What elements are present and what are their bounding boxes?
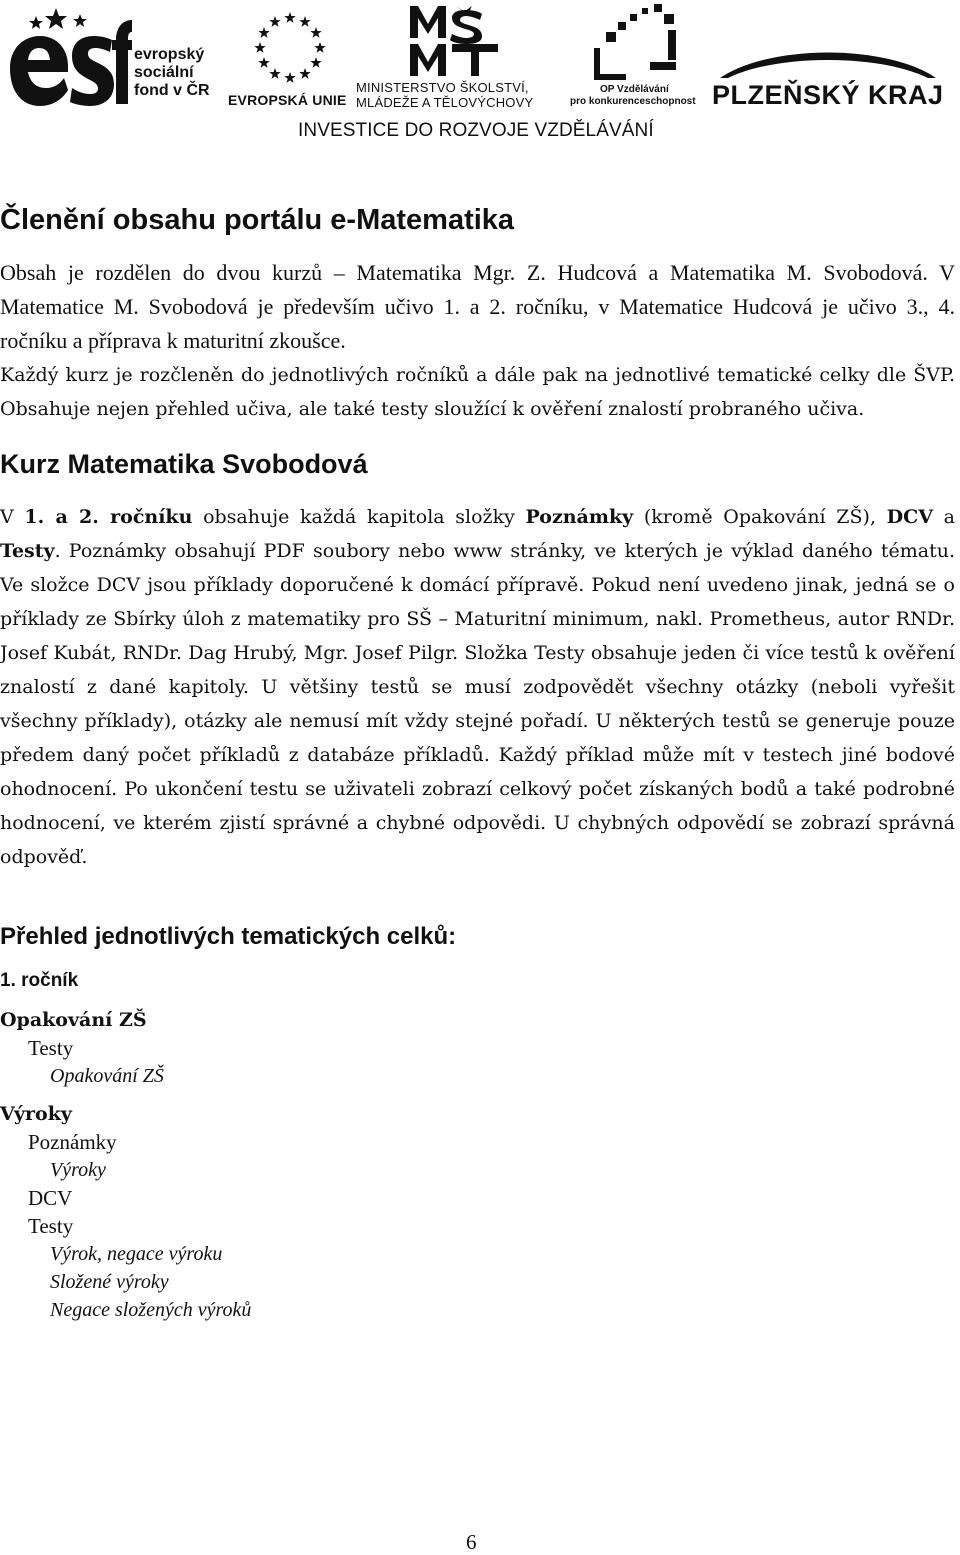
folder-item[interactable]: Poznámky [28,1130,117,1154]
section-heading-kurz: Kurz Matematika Svobodová [0,449,368,479]
topic-title: Opakování ZŠ [0,1009,147,1031]
logo-header [0,0,960,150]
document-body [0,198,960,1324]
eu-star-icon [258,57,269,68]
kurz-text-4: . Poznámky obsahují PDF soubory nebo www stránky, ve kterých je výklad daného tématu. Ve složce DCV jsou příklady doporučené k domácí přípravě. Pokud není uvedeno jinak, jedná se o příklady ze Sbírky úloh z matematiky pro SŠ – Maturitní minimum, nakl. Prometheus, autor RNDr. Josef Kubát, RNDr. Dag Hrubý, Mgr. Josef Pilgr. Složka Testy obsahuje jeden či více testů k ověření znalostí z dané kapitoly. U většiny testů se musí zodpovědět všechny otázky (neboli vyřešit všechny příklady), otázky ale nemusí mít vždy stejné pořadí. U některých testů se generuje pouze předem daný počet příkladů z databáze příkladů. Každý příklad může mít v testech jiné bodové ohodnocení. Po ukončení testu se uživateli zobrazí celkový počet získaných bodů a také podrobné hodnocení, ve kterém zjistí správné a chybné odpovědi. U chybných odpovědí se zobrazí správná odpověď. [0,540,955,868]
test-item[interactable]: Složené výroky [50,1271,169,1293]
eu-star-icon [284,72,295,83]
grade-heading: 1. ročník [0,970,79,991]
folder-item[interactable]: DCV [28,1186,73,1210]
section-heading-prehled: Přehled jednotlivých tematických celků: [0,923,457,950]
eu-star-icon [314,42,325,53]
op-line-1: OP Vzdělávání [600,84,669,95]
kurz-rocniky: 1. a 2. ročníku [24,506,193,528]
topic-vyroky [0,1100,960,1324]
kurz-text-3: a [933,506,956,528]
note-item[interactable]: Výroky [50,1159,106,1181]
test-item[interactable]: Opakování ZŠ [50,1065,164,1087]
page-number: 6 [466,1530,477,1554]
topic-title: Výroky [0,1103,72,1125]
eu-star-icon [299,16,310,27]
msmt-line-1: MINISTERSTVO ŠKOLSTVÍ, [356,80,529,95]
topic-opakovani [0,1006,960,1090]
msmt-logo [356,4,566,114]
esf-line-1: evropský [134,46,205,63]
kurz-testy: Testy [0,540,55,562]
slogan: INVESTICE DO ROZVOJE VZDĚLÁVÁNÍ [298,120,654,141]
kurz-paragraph [0,500,955,874]
kurz-poznamky: Poznámky [525,506,634,528]
kurz-dcv: DCV [886,506,933,528]
kurz-text-2: (kromě Opakování ZŠ), [633,506,887,528]
kurz-text-1: obsahuje každá kapitola složky [192,506,526,528]
kraj-arc-icon [710,40,946,80]
eu-stars-icon [250,8,330,88]
msmt-line-2: MLÁDEŽE A TĚLOVÝCHOVY [356,95,534,110]
plzensky-kraj-logo [710,40,950,112]
kraj-label: PLZEŇSKÝ KRAJ [712,80,944,110]
kurz-text-v: V [0,506,25,528]
esf-mark-icon [8,6,132,110]
eu-star-icon [310,57,321,68]
eu-star-icon [269,16,280,27]
esf-logo [8,6,222,110]
intro-paragraph-b: Každý kurz je rozčleněn do jednotlivých ročníků a dále pak na jednotlivé tematické celky dle ŠVP. Obsahuje nejen přehled učiva, ale také testy sloužící k ověření znalostí probraného učiva. [0,364,955,420]
intro-paragraph-a: Obsah je rozdělen do dvou kurzů – Matematika Mgr. Z. Hudcová a Matematika M. Svobodová. V Matematice M. Svobodová je především učivo 1. a 2. ročníku, v Matematice Hudcová je učivo 3., 4. ročníku a příprava k maturitní zkoušce. [0,260,955,353]
eu-star-icon [258,27,269,38]
eu-star-icon [310,27,321,38]
eu-star-icon [284,12,295,23]
test-item[interactable]: Negace složených výroků [50,1299,252,1321]
eu-label: EVROPSKÁ UNIE [228,92,347,108]
esf-line-2: sociální [134,64,194,81]
eu-logo [228,6,352,110]
eu-star-icon [299,68,310,79]
test-item[interactable]: Výrok, negace výroku [50,1243,223,1265]
op-logo [570,4,710,114]
op-mark-icon [592,4,682,82]
op-line-2: pro konkurenceschopnost [570,96,696,107]
folder-item[interactable]: Testy [28,1214,74,1238]
folder-item[interactable]: Testy [28,1036,74,1060]
msmt-monogram-icon [406,4,510,78]
page-title: Členění obsahu portálu e-Matematika [0,204,515,236]
esf-wordmark [134,46,210,100]
eu-star-icon [254,42,265,53]
esf-line-3: fond v ČR [134,82,210,99]
eu-star-icon [269,68,280,79]
